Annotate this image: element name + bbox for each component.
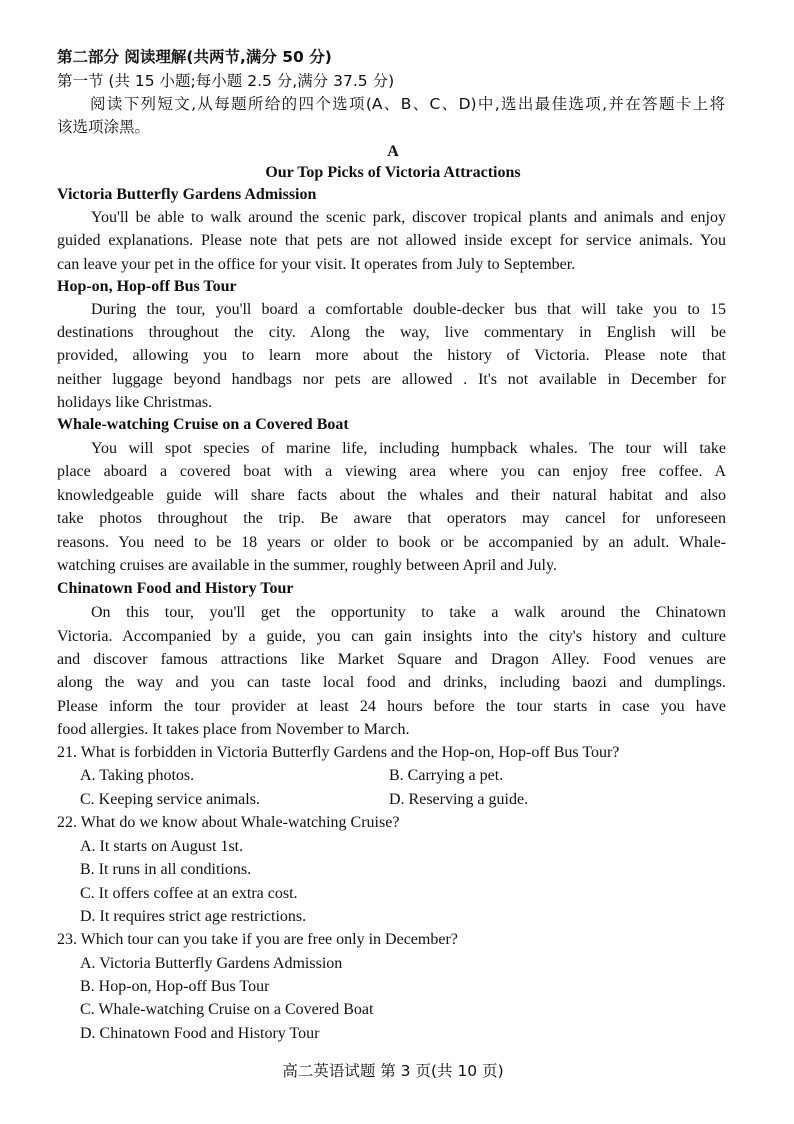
paragraph-line: holidays like Christmas. [57, 394, 213, 411]
question-21-option-c: C. Keeping service animals. [80, 791, 260, 808]
passage-letter: A [387, 143, 399, 160]
subsection-title: 第一节 (共 15 小题;每小题 2.5 分,满分 37.5 分) [57, 72, 395, 90]
instruction-line-2: 该选项涂黑。 [57, 118, 151, 136]
paragraph-line: and discover famous attractions like Market Square and Dragon Alley. Food venues are [57, 651, 726, 668]
section-heading-bus-tour: Hop-on, Hop-off Bus Tour [57, 278, 237, 295]
question-21-option-d: D. Reserving a guide. [389, 791, 529, 808]
paragraph-line: During the tour, you'll board a comfortable double-decker bus that will take you to 15 [91, 301, 726, 318]
paragraph-line: place aboard a covered boat with a viewing area where you can enjoy free coffee. A [57, 463, 726, 480]
question-22-option-a: A. It starts on August 1st. [80, 838, 244, 855]
question-23-option-c: C. Whale-watching Cruise on a Covered Boat [80, 1001, 374, 1018]
page-footer: 高二英语试题 第 3 页(共 10 页) [282, 1062, 504, 1080]
paragraph-line: You'll be able to walk around the scenic park, discover tropical plants and animals and enjoy [91, 209, 726, 226]
question-21-option-a: A. Taking photos. [80, 767, 195, 784]
paragraph-line: neither luggage beyond handbags nor pets are allowed . It's not available in December for [57, 371, 726, 388]
paragraph-line: watching cruises are available in the summer, roughly between April and July. [57, 557, 557, 574]
paragraph-line: take photos throughout the trip. Be aware that operators may cancel for unforeseen [57, 510, 726, 527]
section-heading-butterfly: Victoria Butterfly Gardens Admission [57, 186, 317, 203]
passage-title: Our Top Picks of Victoria Attractions [265, 164, 521, 181]
section-title: 第二部分 阅读理解(共两节,满分 50 分) [57, 48, 332, 66]
paragraph-line: Victoria. Accompanied by a guide, you can gain insights into the city's history and culture [57, 628, 726, 645]
paragraph-line: You will spot species of marine life, including humpback whales. The tour will take [91, 440, 726, 457]
paragraph-line: along the way and you can taste local food and drinks, including baozi and dumplings. [57, 674, 726, 691]
paragraph-line: food allergies. It takes place from November to March. [57, 721, 410, 738]
paragraph-line: provided, allowing you to learn more about the history of Victoria. Please note that [57, 347, 726, 364]
paragraph-line: destinations throughout the city. Along the way, live commentary in English will be [57, 324, 726, 341]
paragraph-line: reasons. You need to be 18 years or older to book or be accompanied by an adult. Whale- [57, 534, 726, 551]
section-heading-chinatown-tour: Chinatown Food and History Tour [57, 580, 294, 597]
question-23-option-a: A. Victoria Butterfly Gardens Admission [80, 955, 343, 972]
question-22-stem: 22. What do we know about Whale-watching Cruise? [57, 814, 400, 831]
section-heading-whale-cruise: Whale-watching Cruise on a Covered Boat [57, 416, 349, 433]
question-23-option-d: D. Chinatown Food and History Tour [80, 1025, 320, 1042]
paragraph-line: Please inform the tour provider at least 24 hours before the tour starts in case you have [57, 698, 726, 715]
paragraph-line: knowledgeable guide will share facts about the whales and their natural habitat and also [57, 487, 726, 504]
question-21-stem: 21. What is forbidden in Victoria Butterfly Gardens and the Hop-on, Hop-off Bus Tour? [57, 744, 620, 761]
paragraph-line: On this tour, you'll get the opportunity to take a walk around the Chinatown [91, 604, 726, 621]
instruction-line-1: 阅读下列短文,从每题所给的四个选项(A、B、C、D)中,选出最佳选项,并在答题卡上将 [90, 95, 725, 113]
paragraph-line: can leave your pet in the office for your visit. It operates from July to September. [57, 256, 576, 273]
question-23-option-b: B. Hop-on, Hop-off Bus Tour [80, 978, 270, 995]
question-21-option-b: B. Carrying a pet. [389, 767, 504, 784]
paragraph-line: guided explanations. Please note that pets are not allowed inside except for service animals. You [57, 232, 726, 249]
question-22-option-c: C. It offers coffee at an extra cost. [80, 885, 298, 902]
question-22-option-b: B. It runs in all conditions. [80, 861, 252, 878]
question-23-stem: 23. Which tour can you take if you are free only in December? [57, 931, 458, 948]
question-22-option-d: D. It requires strict age restrictions. [80, 908, 307, 925]
